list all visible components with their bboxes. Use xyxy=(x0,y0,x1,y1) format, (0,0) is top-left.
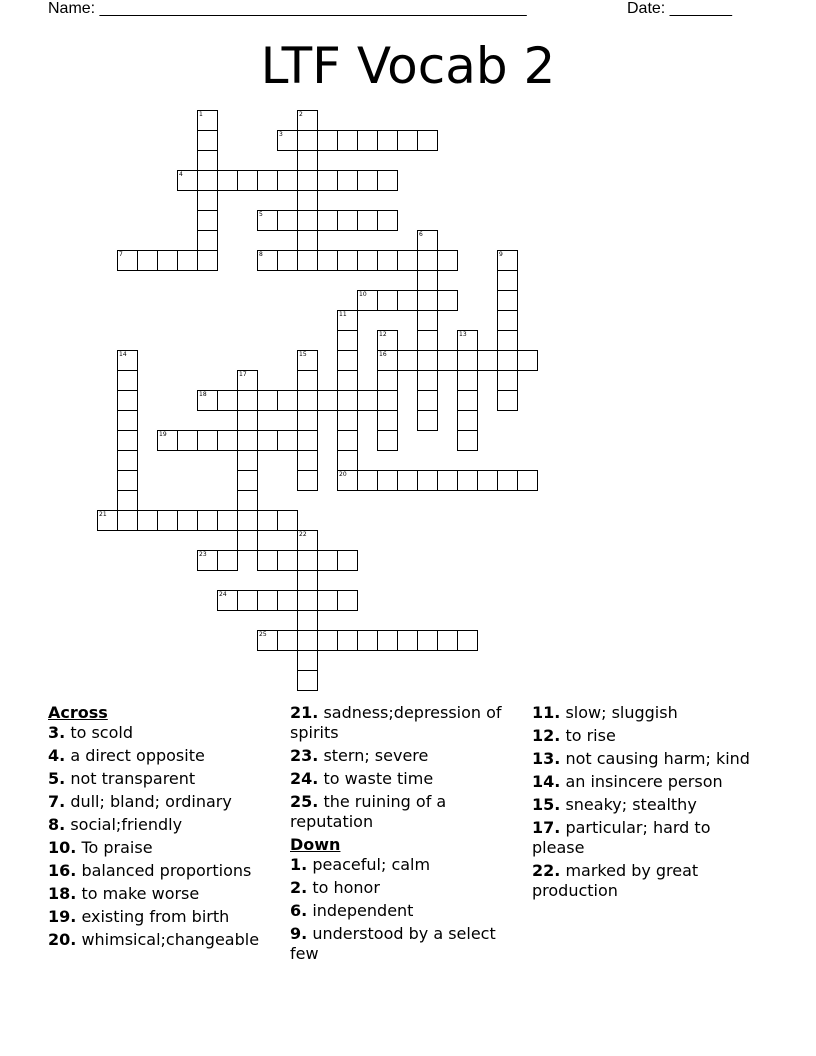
clue-number: 4. xyxy=(48,746,66,765)
clue-text: marked by great production xyxy=(532,861,699,900)
grid-cell[interactable] xyxy=(477,350,498,371)
grid-cell[interactable] xyxy=(117,450,138,471)
clue-text: to rise xyxy=(565,726,616,745)
clue-item xyxy=(290,703,520,743)
grid-cell[interactable] xyxy=(297,130,318,151)
grid-cell[interactable] xyxy=(197,430,218,451)
grid-cell[interactable] xyxy=(417,130,438,151)
grid-cell[interactable] xyxy=(177,430,198,451)
grid-cell[interactable] xyxy=(437,290,458,311)
grid-cell[interactable] xyxy=(337,390,358,411)
grid-cell[interactable] xyxy=(457,630,478,651)
clue-number: 8. xyxy=(48,815,66,834)
grid-cell[interactable] xyxy=(517,470,538,491)
clue-text: stern; severe xyxy=(323,746,429,765)
grid-cell[interactable] xyxy=(497,250,518,271)
grid-cell[interactable] xyxy=(357,290,378,311)
grid-cell[interactable] xyxy=(217,390,238,411)
grid-cell[interactable] xyxy=(357,210,378,231)
grid-cell[interactable] xyxy=(397,250,418,271)
clue-number: 12. xyxy=(532,726,561,745)
grid-cell[interactable] xyxy=(217,550,238,571)
clue-item xyxy=(532,772,762,792)
clue-item xyxy=(48,861,278,881)
cell-number: 2 xyxy=(299,111,303,118)
cell-number: 17 xyxy=(239,371,247,378)
clue-text: balanced proportions xyxy=(81,861,252,880)
cell-number: 19 xyxy=(159,431,167,438)
grid-cell[interactable] xyxy=(337,430,358,451)
cell-number: 25 xyxy=(259,631,267,638)
clue-item xyxy=(290,855,520,875)
clue-item xyxy=(532,726,762,746)
grid-cell[interactable] xyxy=(377,170,398,191)
grid-cell[interactable] xyxy=(457,430,478,451)
grid-cell[interactable] xyxy=(337,470,358,491)
grid-cell[interactable] xyxy=(337,450,358,471)
grid-cell[interactable] xyxy=(297,430,318,451)
clue-text: particular; hard to please xyxy=(532,818,711,857)
clue-number: 2. xyxy=(290,878,308,897)
cell-number: 9 xyxy=(499,251,503,258)
grid-cell[interactable] xyxy=(297,570,318,591)
grid-cell[interactable] xyxy=(477,470,498,491)
grid-cell[interactable] xyxy=(297,210,318,231)
clue-item xyxy=(48,930,278,950)
grid-cell[interactable] xyxy=(357,630,378,651)
grid-cell[interactable] xyxy=(397,350,418,371)
clue-item xyxy=(290,792,520,832)
grid-cell[interactable] xyxy=(377,210,398,231)
grid-cell[interactable] xyxy=(117,430,138,451)
grid-cell[interactable] xyxy=(277,590,298,611)
clue-number: 5. xyxy=(48,769,66,788)
name-label: Name: xyxy=(48,0,96,17)
clue-text: existing from birth xyxy=(81,907,230,926)
clue-item xyxy=(48,769,278,789)
grid-cell[interactable] xyxy=(237,450,258,471)
cell-number: 7 xyxy=(119,251,123,258)
grid-cell[interactable] xyxy=(117,370,138,391)
grid-cell[interactable] xyxy=(197,250,218,271)
clue-text: the ruining of a reputation xyxy=(290,792,447,831)
clue-text: to scold xyxy=(70,723,133,742)
clue-number: 3. xyxy=(48,723,66,742)
grid-cell[interactable] xyxy=(297,230,318,251)
grid-cell[interactable] xyxy=(197,190,218,211)
name-blank[interactable]: ________________________________________________ xyxy=(99,0,527,17)
grid-cell[interactable] xyxy=(257,250,278,271)
grid-cell[interactable] xyxy=(297,150,318,171)
grid-cell[interactable] xyxy=(217,430,238,451)
grid-cell[interactable] xyxy=(297,250,318,271)
grid-cell[interactable] xyxy=(377,370,398,391)
clue-text: social;friendly xyxy=(70,815,183,834)
clue-column-2 xyxy=(290,703,520,967)
grid-cell[interactable] xyxy=(257,630,278,651)
grid-cell[interactable] xyxy=(117,390,138,411)
grid-cell[interactable] xyxy=(337,250,358,271)
grid-cell[interactable] xyxy=(197,210,218,231)
clue-item xyxy=(290,769,520,789)
grid-cell[interactable] xyxy=(337,370,358,391)
grid-cell[interactable] xyxy=(257,430,278,451)
grid-cell[interactable] xyxy=(437,250,458,271)
grid-cell[interactable] xyxy=(197,150,218,171)
grid-cell[interactable] xyxy=(117,490,138,511)
clue-text: To praise xyxy=(81,838,153,857)
grid-cell[interactable] xyxy=(297,190,318,211)
cell-number: 8 xyxy=(259,251,263,258)
clue-number: 21. xyxy=(290,703,319,722)
grid-cell[interactable] xyxy=(417,330,438,351)
grid-cell[interactable] xyxy=(237,470,258,491)
clue-text: not transparent xyxy=(70,769,196,788)
grid-cell[interactable] xyxy=(337,550,358,571)
grid-cell[interactable] xyxy=(277,210,298,231)
clue-text: an insincere person xyxy=(565,772,723,791)
clue-item xyxy=(290,746,520,766)
cell-number: 3 xyxy=(279,131,283,138)
grid-cell[interactable] xyxy=(317,390,338,411)
clue-number: 14. xyxy=(532,772,561,791)
clue-number: 9. xyxy=(290,924,308,943)
grid-cell[interactable] xyxy=(417,410,438,431)
grid-cell[interactable] xyxy=(117,350,138,371)
clue-item xyxy=(48,884,278,904)
grid-cell[interactable] xyxy=(417,230,438,251)
grid-cell[interactable] xyxy=(337,350,358,371)
grid-cell[interactable] xyxy=(277,550,298,571)
grid-cell[interactable] xyxy=(257,510,278,531)
grid-cell[interactable] xyxy=(237,430,258,451)
grid-cell[interactable] xyxy=(297,590,318,611)
date-label: Date: xyxy=(627,0,666,17)
clue-number: 25. xyxy=(290,792,319,811)
grid-cell[interactable] xyxy=(157,510,178,531)
grid-cell[interactable] xyxy=(317,250,338,271)
grid-cell[interactable] xyxy=(297,530,318,551)
grid-cell[interactable] xyxy=(457,370,478,391)
cell-number: 5 xyxy=(259,211,263,218)
grid-cell[interactable] xyxy=(257,210,278,231)
grid-cell[interactable] xyxy=(257,550,278,571)
grid-cell[interactable] xyxy=(437,630,458,651)
clue-number: 15. xyxy=(532,795,561,814)
grid-cell[interactable] xyxy=(297,630,318,651)
grid-cell[interactable] xyxy=(197,550,218,571)
clue-text: slow; sluggish xyxy=(565,703,678,722)
grid-cell[interactable] xyxy=(297,170,318,191)
grid-cell[interactable] xyxy=(397,470,418,491)
clue-item xyxy=(532,795,762,815)
grid-cell[interactable] xyxy=(337,630,358,651)
grid-cell[interactable] xyxy=(197,230,218,251)
grid-cell[interactable] xyxy=(217,590,238,611)
clue-item xyxy=(290,901,520,921)
grid-cell[interactable] xyxy=(197,110,218,131)
grid-cell[interactable] xyxy=(297,370,318,391)
clue-item xyxy=(290,878,520,898)
grid-cell[interactable] xyxy=(417,370,438,391)
grid-cell[interactable] xyxy=(317,210,338,231)
cell-number: 24 xyxy=(219,591,227,598)
grid-cell[interactable] xyxy=(197,390,218,411)
clue-number: 1. xyxy=(290,855,308,874)
grid-cell[interactable] xyxy=(517,350,538,371)
grid-cell[interactable] xyxy=(417,470,438,491)
grid-cell[interactable] xyxy=(417,630,438,651)
grid-cell[interactable] xyxy=(417,270,438,291)
grid-cell[interactable] xyxy=(377,290,398,311)
clue-text: understood by a select few xyxy=(290,924,496,963)
grid-cell[interactable] xyxy=(237,410,258,431)
grid-cell[interactable] xyxy=(317,170,338,191)
grid-cell[interactable] xyxy=(437,350,458,371)
grid-cell[interactable] xyxy=(417,350,438,371)
clue-text: independent xyxy=(312,901,414,920)
clue-item xyxy=(532,749,762,769)
clue-item xyxy=(48,723,278,743)
clue-number: 16. xyxy=(48,861,77,880)
grid-cell[interactable] xyxy=(277,390,298,411)
grid-cell[interactable] xyxy=(277,510,298,531)
cell-number: 13 xyxy=(459,331,467,338)
grid-cell[interactable] xyxy=(357,390,378,411)
grid-cell[interactable] xyxy=(297,470,318,491)
grid-cell[interactable] xyxy=(277,250,298,271)
grid-cell[interactable] xyxy=(297,450,318,471)
cell-number: 18 xyxy=(199,391,207,398)
grid-cell[interactable] xyxy=(457,410,478,431)
cell-number: 1 xyxy=(199,111,203,118)
cell-number: 12 xyxy=(379,331,387,338)
clue-text: dull; bland; ordinary xyxy=(70,792,232,811)
clue-number: 10. xyxy=(48,838,77,857)
clue-item xyxy=(48,907,278,927)
clue-text: to honor xyxy=(312,878,380,897)
grid-cell[interactable] xyxy=(297,650,318,671)
grid-cell[interactable] xyxy=(377,130,398,151)
grid-cell[interactable] xyxy=(377,250,398,271)
grid-cell[interactable] xyxy=(277,630,298,651)
grid-cell[interactable] xyxy=(117,510,138,531)
grid-cell[interactable] xyxy=(497,470,518,491)
grid-cell[interactable] xyxy=(457,390,478,411)
grid-cell[interactable] xyxy=(417,290,438,311)
grid-cell[interactable] xyxy=(177,250,198,271)
cell-number: 11 xyxy=(339,311,347,318)
grid-cell[interactable] xyxy=(117,410,138,431)
clue-number: 6. xyxy=(290,901,308,920)
grid-cell[interactable] xyxy=(377,430,398,451)
grid-cell[interactable] xyxy=(297,550,318,571)
clue-number: 23. xyxy=(290,746,319,765)
grid-cell[interactable] xyxy=(137,250,158,271)
grid-cell[interactable] xyxy=(417,390,438,411)
clue-number: 11. xyxy=(532,703,561,722)
grid-cell[interactable] xyxy=(277,430,298,451)
cell-number: 16 xyxy=(379,351,387,358)
clue-item xyxy=(290,924,520,964)
clue-text: to make worse xyxy=(81,884,200,903)
grid-cell[interactable] xyxy=(197,130,218,151)
grid-cell[interactable] xyxy=(197,170,218,191)
grid-cell[interactable] xyxy=(137,510,158,531)
grid-cell[interactable] xyxy=(317,550,338,571)
grid-cell[interactable] xyxy=(257,590,278,611)
clue-item xyxy=(48,792,278,812)
grid-cell[interactable] xyxy=(497,390,518,411)
grid-cell[interactable] xyxy=(317,590,338,611)
clue-text: sadness;depression of spirits xyxy=(290,703,502,742)
cell-number: 14 xyxy=(119,351,127,358)
grid-cell[interactable] xyxy=(497,290,518,311)
grid-cell[interactable] xyxy=(297,110,318,131)
clue-text: not causing harm; kind xyxy=(565,749,750,768)
grid-cell[interactable] xyxy=(497,310,518,331)
clue-text: to waste time xyxy=(323,769,434,788)
clue-number: 7. xyxy=(48,792,66,811)
grid-cell[interactable] xyxy=(297,610,318,631)
grid-cell[interactable] xyxy=(157,430,178,451)
grid-cell[interactable] xyxy=(237,530,258,551)
grid-cell[interactable] xyxy=(357,250,378,271)
clue-item xyxy=(48,838,278,858)
grid-cell[interactable] xyxy=(237,170,258,191)
grid-cell[interactable] xyxy=(497,270,518,291)
cell-number: 20 xyxy=(339,471,347,478)
clue-text: sneaky; stealthy xyxy=(565,795,697,814)
grid-cell[interactable] xyxy=(97,510,118,531)
clue-item xyxy=(532,861,762,901)
cell-number: 15 xyxy=(299,351,307,358)
grid-cell[interactable] xyxy=(397,290,418,311)
grid-cell[interactable] xyxy=(297,670,318,691)
grid-cell[interactable] xyxy=(277,130,298,151)
clue-text: peaceful; calm xyxy=(312,855,431,874)
grid-cell[interactable] xyxy=(157,250,178,271)
grid-cell[interactable] xyxy=(437,470,458,491)
grid-cell[interactable] xyxy=(257,170,278,191)
page-title: LTF Vocab 2 xyxy=(260,37,556,95)
grid-cell[interactable] xyxy=(337,170,358,191)
grid-cell[interactable] xyxy=(337,130,358,151)
grid-cell[interactable] xyxy=(377,330,398,351)
clue-column-3 xyxy=(532,703,762,904)
down-heading: Down xyxy=(290,835,341,854)
grid-cell[interactable] xyxy=(337,410,358,431)
grid-cell[interactable] xyxy=(497,330,518,351)
clue-column-1 xyxy=(48,703,278,953)
grid-cell[interactable] xyxy=(117,470,138,491)
grid-cell[interactable] xyxy=(397,130,418,151)
grid-cell[interactable] xyxy=(497,370,518,391)
clue-item xyxy=(532,703,762,723)
clue-number: 18. xyxy=(48,884,77,903)
grid-cell[interactable] xyxy=(397,630,418,651)
clue-number: 22. xyxy=(532,861,561,880)
grid-cell[interactable] xyxy=(237,590,258,611)
cell-number: 6 xyxy=(419,231,423,238)
grid-cell[interactable] xyxy=(177,510,198,531)
cell-number: 22 xyxy=(299,531,307,538)
grid-cell[interactable] xyxy=(357,170,378,191)
grid-cell[interactable] xyxy=(297,350,318,371)
grid-cell[interactable] xyxy=(257,390,278,411)
clue-item xyxy=(48,815,278,835)
grid-cell[interactable] xyxy=(197,510,218,531)
grid-cell[interactable] xyxy=(317,130,338,151)
clue-item xyxy=(532,818,762,858)
grid-cell[interactable] xyxy=(297,390,318,411)
grid-cell[interactable] xyxy=(237,490,258,511)
grid-cell[interactable] xyxy=(217,170,238,191)
grid-cell[interactable] xyxy=(457,330,478,351)
grid-cell[interactable] xyxy=(337,590,358,611)
grid-cell[interactable] xyxy=(457,470,478,491)
grid-cell[interactable] xyxy=(237,390,258,411)
grid-cell[interactable] xyxy=(377,390,398,411)
clue-number: 17. xyxy=(532,818,561,837)
grid-cell[interactable] xyxy=(237,370,258,391)
clue-text: a direct opposite xyxy=(70,746,205,765)
grid-cell[interactable] xyxy=(377,470,398,491)
grid-cell[interactable] xyxy=(377,410,398,431)
cell-number: 23 xyxy=(199,551,207,558)
grid-cell[interactable] xyxy=(417,310,438,331)
grid-cell[interactable] xyxy=(417,250,438,271)
clue-item xyxy=(48,746,278,766)
grid-cell[interactable] xyxy=(297,410,318,431)
grid-cell[interactable] xyxy=(377,350,398,371)
grid-cell[interactable] xyxy=(377,630,398,651)
date-blank[interactable]: _______ xyxy=(669,0,732,17)
grid-cell[interactable] xyxy=(217,510,238,531)
cell-number: 10 xyxy=(359,291,367,298)
grid-cell[interactable] xyxy=(237,510,258,531)
grid-cell[interactable] xyxy=(497,350,518,371)
grid-cell[interactable] xyxy=(337,210,358,231)
clue-number: 20. xyxy=(48,930,77,949)
across-heading: Across xyxy=(48,703,108,722)
grid-cell[interactable] xyxy=(177,170,198,191)
grid-cell[interactable] xyxy=(337,330,358,351)
grid-cell[interactable] xyxy=(317,630,338,651)
clue-number: 19. xyxy=(48,907,77,926)
grid-cell[interactable] xyxy=(117,250,138,271)
clue-text: whimsical;changeable xyxy=(81,930,260,949)
clue-number: 13. xyxy=(532,749,561,768)
grid-cell[interactable] xyxy=(357,470,378,491)
grid-cell[interactable] xyxy=(337,310,358,331)
grid-cell[interactable] xyxy=(277,170,298,191)
cell-number: 4 xyxy=(179,171,183,178)
clue-number: 24. xyxy=(290,769,319,788)
grid-cell[interactable] xyxy=(457,350,478,371)
grid-cell[interactable] xyxy=(357,130,378,151)
cell-number: 21 xyxy=(99,511,107,518)
